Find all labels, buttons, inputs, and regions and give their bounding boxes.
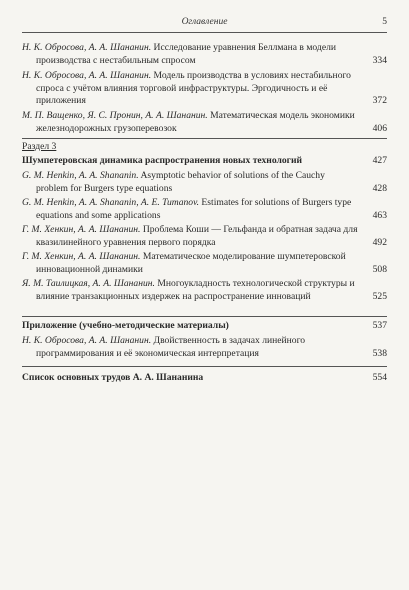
toc-entry: М. П. Ващенко, Я. С. Пронин, А. А. Шананин. Математическая модель экономики железнодорожных грузоперевозок 406 [22,110,387,134]
header-title: Оглавление [181,17,228,27]
entry-page: 538 [372,347,387,359]
entry-page: 428 [372,182,387,194]
entry-page: 372 [372,95,387,107]
toc-entry: Н. К. Обросова, А. А. Шананин. Двойственность в задачах линейного программирования и её экономическая интерпретация 538 [22,335,387,359]
toc-entry: Я. М. Таилицкая, А. А. Шананин. Многоукладность технологической структуры и влияние транзакционных издержек на распространение инноваций 525 [22,278,387,302]
works-heading: Список основных трудов А. А. Шананина 554 [22,372,387,383]
section-divider [22,138,387,139]
entry-page: 537 [372,320,387,331]
toc-entry: G. M. Henkin, A. A. Shananin, A. E. Tumanov. Estimates for solutions of Burgers type equations and some applications 463 [22,197,387,221]
toc-entry: Н. К. Обросова, А. А. Шананин. Модель производства в условиях нестабильного спроса с учётом влияния торговой инфраструктуры. Эргодичность и её приложения 372 [22,70,387,107]
toc-entry: Н. К. Обросова, А. А. Шананин. Исследование уравнения Беллмана в модели производства с нестабильным спросом 334 [22,42,387,66]
page-number: 5 [382,17,387,27]
entry-page: 554 [372,372,387,383]
entry-page: 463 [372,209,387,221]
appendix-heading: Приложение (учебно-методические материалы) 537 [22,320,387,331]
running-header [22,14,387,33]
section-label: Раздел 3 [22,141,57,152]
toc-entry: Г. М. Хенкин, А. А. Шананин. Математическое моделирование шумпетеровской инновационной динамики 508 [22,251,387,275]
toc-entry: G. M. Henkin, A. A. Shananin. Asymptotic behavior of solutions of the Cauchy problem for Burgers type equations 428 [22,170,387,194]
entry-page: 525 [372,290,387,302]
section-heading: Шумпетеровская динамика распространения новых технологий 427 [22,155,387,166]
entry-page: 406 [372,122,387,134]
toc-entry: Г. М. Хенкин, А. А. Шананин. Проблема Коши — Гельфанда и обратная задача для квазилинейного уравнения первого порядка 492 [22,224,387,248]
entry-page: 334 [372,54,387,66]
section-divider [22,366,387,367]
section-divider [22,316,387,317]
entry-page: 427 [372,155,387,166]
entry-page: 508 [372,263,387,275]
entry-page: 492 [372,236,387,248]
